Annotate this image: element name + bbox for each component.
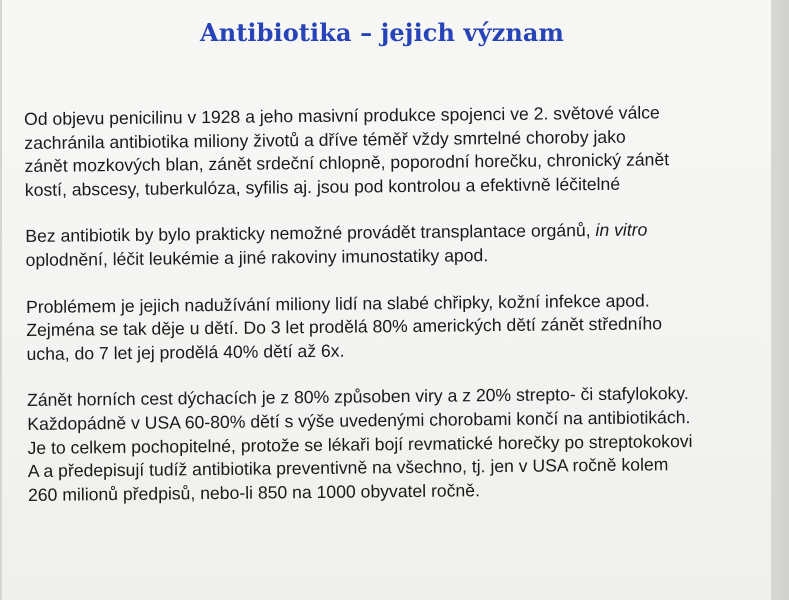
wall-edge [771, 0, 789, 600]
text-line: Problémem je jejich nadužívání miliony lidí na slabé chřipky, kožní infekce apod. [25, 290, 650, 317]
text-line: oplodnění, léčit leukémie a jiné rakoviny imunostatiky apod. [25, 245, 489, 270]
paragraph-4 [27, 382, 768, 508]
text-line: Zejména se tak děje u dětí. Do 3 let prodělá 80% amerických dětí zánět středního [26, 313, 663, 341]
text-line: Každopádně v USA 60-80% dětí s výše uvedenými chorobami končí na antibiotikách. [27, 406, 691, 434]
slide-title: Antibiotika – jejich význam [199, 18, 565, 47]
text-line: zánět mozkových blan, zánět srdeční chlopně, poporodní horečku, chronický zánět [24, 149, 670, 177]
text-line: Je to celkem pochopitelné, protože se lékaři bojí revmatické horečky po streptokokovi [27, 430, 693, 458]
text-line: Od objevu penicilinu v 1928 a jeho masivní produkce spojenci ve 2. světové válce [24, 102, 660, 129]
text-line: kostí, abscesy, tuberkulóza, syfilis aj. jsou pod kontrolou a efektivně léčitelné [24, 173, 621, 200]
text-line: ucha, do 7 let jej prodělá 40% dětí až 6x. [26, 340, 345, 364]
paragraph-3 [26, 288, 767, 367]
slide-body [24, 100, 768, 530]
text-line: Zánět horních cest dýchacích je z 80% způsoben viry a z 20% strepto- či stafylokoky. [26, 383, 689, 411]
slide [2, 0, 772, 600]
paragraph-2 [25, 218, 765, 273]
paragraph-1 [24, 100, 765, 202]
text-line: A a předepisují tudíž antibiotika preventivně na všechno, tj. jen v USA ročně kolem [27, 454, 669, 482]
italic-text: in vitro [595, 219, 648, 241]
text-line: zachránila antibiotika miliony životů a dříve téměř vždy smrtelné choroby jako [24, 126, 626, 153]
text-line: 260 milionů předpisů, nebo-li 850 na 1000 obyvatel ročně. [27, 479, 481, 505]
text-segment: Bez antibiotik by bylo prakticky nemožné provádět transplantace orgánů, [25, 220, 596, 247]
